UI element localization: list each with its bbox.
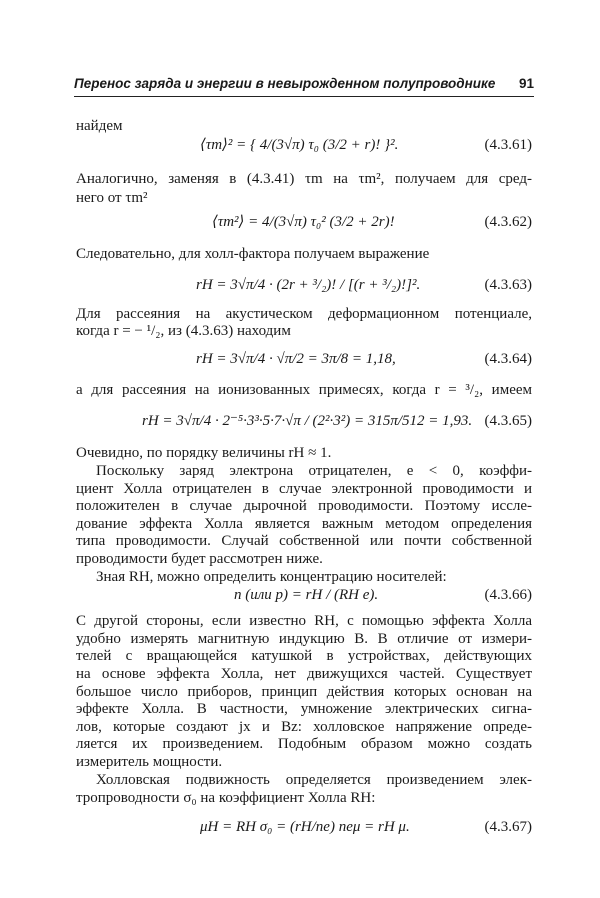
text-line: на основе эффекта Холла, нет движущихся частей. Существует (76, 666, 532, 682)
equation-4-3-62: ⟨τm²⟩ = 4/(3√π) τ₀² (3/2 + 2r)! (212, 214, 395, 230)
text-line: Поскольку заряд электрона отрицателен, e < 0, коэффи- (96, 463, 532, 479)
equation-number: (4.3.63) (484, 277, 532, 293)
text-line: него от τm² (76, 190, 148, 206)
text-line: типа проводимости. Случай собственной или почти собственной (76, 533, 532, 549)
text-line: измеритель мощности. (76, 754, 223, 770)
running-header-title: Перенос заряда и энергии в невырожденном полупроводнике (74, 76, 496, 91)
text-line: Для рассеяния на акустическом деформационном потенциале, (76, 306, 532, 322)
equation-number: (4.3.66) (484, 587, 532, 603)
equation-4-3-66: n (или p) = rH / (RH e). (234, 587, 379, 603)
text-line: удобно измерять магнитную индукцию B. В отличие от измери- (76, 631, 532, 647)
text-line: Зная RH, можно определить концентрацию носителей: (96, 569, 447, 585)
equation-4-3-64: rH = 3√π/4 · √π/2 = 3π/8 = 1,18, (196, 351, 396, 367)
equation-number: (4.3.65) (484, 413, 532, 429)
text-line: а для рассеяния на ионизованных примесях, когда r = ³/₂, имеем (76, 382, 532, 398)
text-line: эффекте Холла. В частности, умножение электрических сигна- (76, 701, 532, 717)
equation-4-3-63: rH = 3√π/4 · (2r + ³/₂)! / [(r + ³/₂)!]². (196, 277, 421, 293)
header-rule (74, 96, 534, 97)
text-line: Следовательно, для холл-фактора получаем выражение (76, 246, 430, 262)
text-line: С другой стороны, если известно RH, с помощью эффекта Холла (76, 613, 532, 629)
equation-4-3-61: ⟨τm⟩² = { 4/(3√π) τ₀ (3/2 + r)! }². (200, 137, 399, 153)
text-line: ляется их произведением. Подобным образом можно создать (76, 736, 532, 752)
text-line: Очевидно, по порядку величины rH ≈ 1. (76, 445, 332, 461)
equation-4-3-67: μH = RH σ₀ = (rH/ne) neμ = rH μ. (200, 819, 410, 835)
text-line: когда r = − ¹/₂, из (4.3.63) находим (76, 323, 291, 339)
text-line: большое число приборов, принцип действия которых основан на (76, 684, 532, 700)
text-line: найдем (76, 118, 123, 134)
page-number: 91 (518, 76, 534, 91)
text-line: тропроводности σ₀ на коэффициент Холла RH: (76, 790, 376, 806)
equation-number: (4.3.61) (484, 137, 532, 153)
text-line: дование эффекта Холла является важным методом определения (76, 516, 532, 532)
text-line: положителен в случае дырочной проводимости. Поэтому иссле- (76, 498, 532, 514)
text-line: Холловская подвижность определяется произведением элек- (96, 772, 532, 788)
equation-number: (4.3.67) (484, 819, 532, 835)
equation-number: (4.3.64) (484, 351, 532, 367)
text-line: телей с вращающейся катушкой в устройствах, действующих (76, 648, 532, 664)
text-line: лов, которые создают jx и Bz: холловское напряжение опреде- (76, 719, 532, 735)
equation-number: (4.3.62) (484, 214, 532, 230)
running-header (74, 76, 534, 91)
equation-4-3-65: rH = 3√π/4 · 2⁻⁵·3³·5·7·√π / (2²·3²) = 315π/512 = 1,93. (142, 413, 473, 429)
text-line: циент Холла отрицателен в случае электронной проводимости и (76, 481, 532, 497)
text-line: проводимости будет рассмотрен ниже. (76, 551, 323, 567)
text-line: Аналогично, заменяя в (4.3.41) τm на τm², получаем для сред- (76, 171, 532, 187)
